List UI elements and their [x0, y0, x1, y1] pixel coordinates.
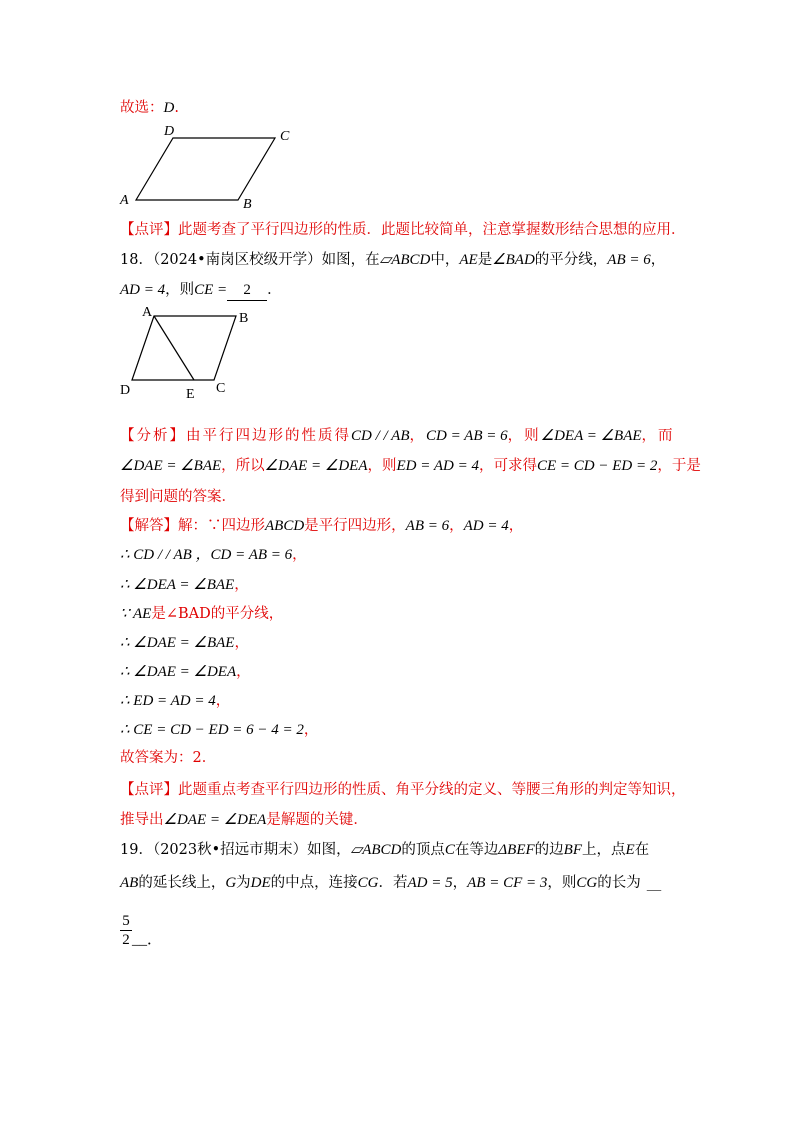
analysis-math: ED = AD = 4 — [396, 458, 479, 474]
stem-text: ，则 — [165, 282, 195, 298]
solution-text: 是平行四边形， — [304, 518, 406, 534]
stem-math: AB — [120, 875, 139, 891]
fig2-label-a: A — [142, 305, 153, 320]
stem-text: 的中点，连接 — [270, 875, 358, 891]
analysis-math: ∠DAE = ∠BAE — [120, 458, 222, 474]
fraction-denominator: 2 — [122, 932, 130, 948]
step-tail: ， — [215, 693, 231, 709]
analysis-text: 由平行四边形的性质得 — [186, 428, 351, 444]
q18-comment-line1 — [120, 780, 686, 800]
solution-step — [120, 604, 283, 624]
fig2-label-c: C — [216, 381, 226, 396]
analysis-math: CD = AB = 6 — [425, 428, 508, 444]
segment-ae — [154, 316, 194, 380]
q18-comment-line2 — [120, 810, 368, 830]
stem-math: AB = 6 — [607, 252, 651, 268]
comment-math: ∠DAE = ∠DEA — [163, 812, 267, 828]
stem-math: AD = 5 — [407, 875, 453, 891]
parallelogram-abcd — [132, 316, 236, 380]
solution-math: AB = 6 — [405, 518, 450, 534]
fig2-label-b: B — [239, 311, 249, 326]
analysis-text: ，而 — [641, 428, 675, 444]
stem-text: ．若 — [378, 875, 408, 891]
solution-math: ABCD — [265, 518, 305, 534]
solution-step — [120, 545, 307, 565]
step-math: ∴ ∠DAE = ∠DEA — [120, 664, 237, 680]
step-math: ∴ CE = CD − ED = 6 − 4 = 2 — [120, 722, 304, 738]
choose-line — [120, 98, 179, 118]
analysis-math: ∠DEA = ∠BAE — [540, 428, 642, 444]
solution-text: ， — [508, 518, 524, 534]
comment-text: 此题考查了平行四边形的性质．此题比较简单，注意掌握数形结合思想的应用． — [178, 222, 686, 238]
stem-math: AB = CF = 3 — [467, 875, 548, 891]
step-math: ∴ ∠DEA = ∠BAE — [120, 577, 235, 593]
fig1-label-a: A — [120, 193, 129, 208]
stem-math: ΔBEF — [498, 842, 535, 858]
comment-text: 是解题的关键． — [266, 812, 368, 828]
comment-text: 此题重点考查平行四边形的性质、角平分线的定义、等腰三角形的判定等知识， — [178, 782, 686, 798]
answer-blank-end: __． — [132, 932, 163, 948]
question-source: （2024•南岗区校级开学）如图，在 — [152, 252, 380, 268]
fig2-label-e: E — [186, 387, 195, 400]
answer-blank-start: __ — [646, 875, 662, 891]
q19-stem-line1 — [120, 840, 649, 860]
parallelogram-symbol: ▱ABCD — [350, 842, 402, 858]
stem-math: CG — [576, 875, 598, 891]
stem-math: AD = 4 — [120, 282, 166, 298]
stem-text: 的延长线上， — [138, 875, 226, 891]
choose-period: . — [174, 100, 179, 116]
answer-fraction — [120, 912, 162, 949]
stem-text: 在等边 — [454, 842, 499, 858]
analysis-text: ， — [409, 428, 426, 444]
final-answer: 故答案为：2． — [120, 750, 217, 766]
answer-blank: 2 — [227, 280, 267, 301]
comment-tag: 【点评】 — [120, 782, 178, 798]
analysis-math: CD / / AB — [351, 428, 410, 444]
analysis-math: ∠DAE = ∠DEA — [264, 458, 368, 474]
solution-text: ， — [449, 518, 464, 534]
solution-step — [120, 720, 318, 740]
solution-step — [120, 662, 251, 682]
stem-text: ． — [267, 282, 282, 298]
stem-math: C — [444, 842, 455, 858]
stem-math: AE — [459, 252, 478, 268]
stem-math: DE — [250, 875, 271, 891]
stem-text: 中， — [430, 252, 460, 268]
stem-text: 的顶点 — [401, 842, 445, 858]
solution-tag: 【解答】 — [120, 518, 178, 534]
fig1-label-c: C — [280, 129, 290, 144]
stem-math: BF — [563, 842, 582, 858]
solution-step — [120, 633, 249, 653]
stem-math: CE = — [194, 282, 228, 298]
q18-stem-line1 — [120, 250, 665, 270]
q17-comment — [120, 220, 686, 240]
step-tail: 是∠BAD的平分线， — [151, 606, 284, 622]
analysis-tag: 【分析】 — [120, 428, 186, 444]
stem-text: 是 — [477, 252, 493, 268]
analysis-math: CE = CD − ED = 2 — [536, 458, 658, 474]
parallelogram-figure-2 — [114, 302, 264, 400]
solution-text: 解：∵四边形 — [178, 518, 265, 534]
stem-text: 上，点 — [582, 842, 626, 858]
step-tail: ， — [234, 577, 249, 593]
stem-math: E — [625, 842, 635, 858]
choose-label: 故选： — [120, 100, 164, 116]
fig1-label-d: D — [164, 124, 175, 139]
analysis-text: 得到问题的答案． — [120, 489, 236, 505]
stem-math: G — [225, 875, 237, 891]
stem-text: 的长为 — [597, 875, 641, 891]
solution-math: AD = 4 — [463, 518, 509, 534]
solution-line1 — [120, 516, 523, 536]
stem-text: ， — [650, 252, 666, 268]
step-tail: ， — [292, 547, 307, 563]
analysis-text: ，则 — [367, 458, 397, 474]
step-tail: ， — [234, 635, 249, 651]
analysis-line3 — [120, 487, 236, 507]
step-tail: ， — [236, 664, 251, 680]
solution-step — [120, 575, 249, 595]
question-source: （2023秋•招远市期末）如图， — [152, 842, 351, 858]
comment-text: 推导出 — [120, 812, 164, 828]
fig1-label-b: B — [243, 197, 252, 212]
stem-text: ， — [452, 875, 468, 891]
analysis-line1 — [120, 426, 675, 446]
fig2-label-d: D — [120, 383, 131, 398]
q18-stem-line2 — [120, 280, 282, 301]
fraction-numerator: 5 — [122, 913, 130, 929]
stem-math: ∠BAD — [492, 252, 535, 268]
stem-text: ，则 — [547, 875, 577, 891]
analysis-text: ，于是 — [657, 458, 701, 474]
parallelogram-symbol: ▱ABCD — [379, 252, 431, 268]
parallelogram-shape — [136, 138, 275, 200]
analysis-text: ，则 — [507, 428, 541, 444]
stem-text: 的边 — [534, 842, 564, 858]
step-math: ∴ ∠DAE = ∠BAE — [120, 635, 235, 651]
step-math: ∴ CD / / AB ，CD = AB = 6 — [120, 547, 293, 563]
step-math: ∵ AE — [120, 606, 152, 622]
question-number: 18． — [120, 252, 153, 268]
stem-math: CG — [357, 875, 379, 891]
stem-text: 为 — [236, 875, 251, 891]
step-tail: ， — [303, 722, 319, 738]
parallelogram-figure-1 — [110, 120, 310, 212]
analysis-text: ，所以 — [221, 458, 265, 474]
stem-text: 在 — [634, 842, 650, 858]
solution-step — [120, 691, 230, 711]
question-number: 19． — [120, 842, 153, 858]
analysis-line2 — [120, 456, 701, 476]
analysis-text: ，可求得 — [478, 458, 537, 474]
comment-tag: 【点评】 — [120, 222, 178, 238]
q19-stem-line2 — [120, 873, 661, 893]
choose-value: D — [163, 100, 175, 116]
step-math: ∴ ED = AD = 4 — [120, 693, 216, 709]
stem-text: 的平分线， — [534, 252, 608, 268]
